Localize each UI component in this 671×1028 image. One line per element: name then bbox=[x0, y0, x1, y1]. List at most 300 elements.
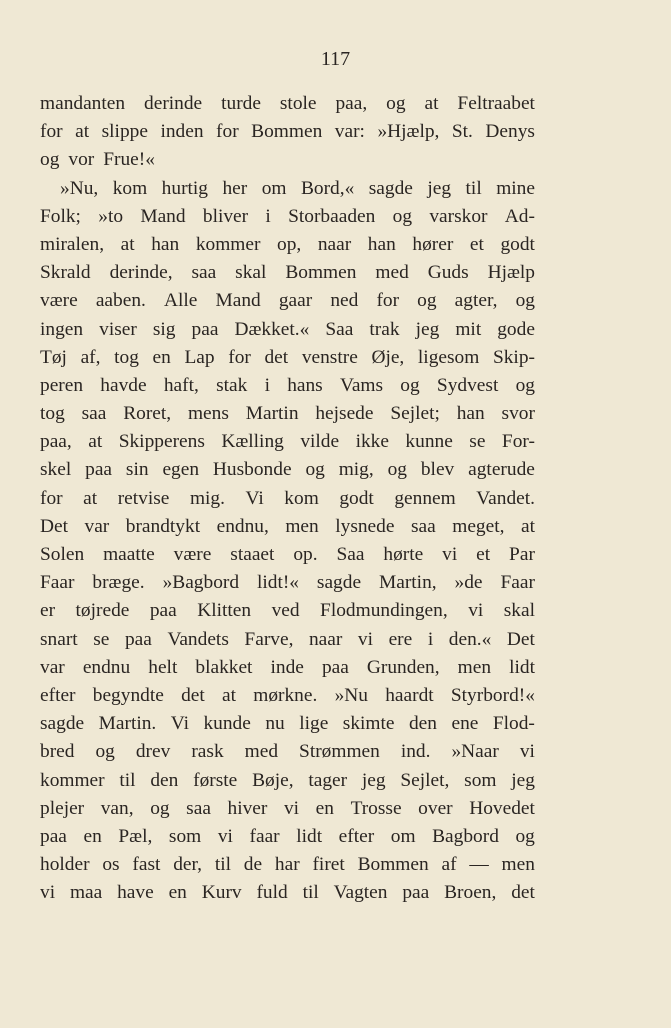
word: Grunden, bbox=[366, 656, 440, 678]
word: Alle bbox=[163, 290, 198, 312]
word: Mand bbox=[215, 290, 261, 312]
word: her bbox=[222, 177, 248, 199]
word: at bbox=[424, 93, 439, 114]
word: Sejlet, bbox=[400, 769, 450, 791]
word: der, bbox=[173, 854, 203, 876]
word: til bbox=[214, 854, 231, 876]
word: naar bbox=[308, 628, 343, 650]
word: skal bbox=[503, 600, 535, 622]
word: han bbox=[456, 403, 485, 425]
word: stak bbox=[216, 374, 248, 396]
word: og bbox=[95, 741, 115, 763]
word: sagde bbox=[40, 713, 85, 735]
word: ligesom bbox=[417, 346, 480, 368]
word: skel bbox=[40, 459, 72, 481]
word: om bbox=[261, 177, 287, 199]
word: at bbox=[520, 515, 535, 537]
word: stole bbox=[279, 93, 317, 114]
word: St. bbox=[451, 121, 473, 143]
word: »to bbox=[98, 205, 124, 227]
word: plejer bbox=[40, 797, 85, 819]
word: lidt bbox=[509, 656, 535, 678]
word: hejsede bbox=[315, 403, 374, 425]
word: Saa bbox=[336, 544, 365, 565]
word: Husbonde bbox=[212, 459, 292, 481]
word: og bbox=[386, 93, 406, 114]
word: haft, bbox=[163, 374, 199, 396]
body-text bbox=[40, 90, 535, 907]
word: han bbox=[367, 233, 396, 255]
word: det bbox=[264, 346, 289, 368]
word: og bbox=[515, 825, 535, 847]
word: vi bbox=[357, 628, 374, 650]
text-line bbox=[40, 597, 535, 625]
word: for bbox=[376, 290, 400, 312]
word: vor bbox=[68, 149, 95, 171]
word: staaet bbox=[230, 544, 275, 565]
word: retvise bbox=[117, 487, 170, 509]
word: Storbaaden bbox=[288, 205, 376, 227]
word: Denys bbox=[485, 121, 535, 143]
word: Pæl, bbox=[118, 825, 153, 847]
word: han bbox=[151, 233, 180, 255]
word: være bbox=[173, 544, 212, 565]
word: til bbox=[119, 769, 136, 791]
word: inden bbox=[160, 121, 204, 143]
text-line bbox=[40, 823, 535, 851]
word: mig, bbox=[338, 459, 374, 481]
word: kunde bbox=[203, 713, 251, 735]
word: Bommen bbox=[357, 854, 429, 876]
word: saa bbox=[81, 403, 107, 425]
word: har bbox=[274, 854, 300, 876]
text-line bbox=[40, 175, 535, 203]
word: mit bbox=[455, 318, 482, 340]
word: Vams bbox=[339, 374, 384, 396]
word: Styrbord!« bbox=[450, 684, 535, 706]
word: af, bbox=[80, 346, 101, 368]
word: paa, bbox=[335, 93, 368, 114]
word: Guds bbox=[427, 262, 469, 284]
word: var bbox=[40, 656, 65, 678]
word: paa, bbox=[40, 431, 72, 453]
word: sagde bbox=[368, 177, 413, 199]
word: som bbox=[464, 769, 497, 791]
word: et bbox=[476, 544, 491, 565]
word: er bbox=[40, 600, 56, 622]
word: agterude bbox=[468, 459, 535, 481]
word: tager bbox=[308, 769, 348, 791]
word: Saa bbox=[325, 318, 354, 340]
word: Sydvest bbox=[436, 374, 499, 396]
word: lidt bbox=[296, 825, 323, 847]
word: »Nu, bbox=[60, 177, 99, 199]
word: jeg bbox=[361, 769, 386, 791]
word: paa bbox=[191, 318, 219, 340]
word: inde bbox=[270, 656, 304, 678]
word: skal bbox=[235, 262, 267, 284]
word: se bbox=[93, 628, 110, 650]
word: se bbox=[469, 431, 486, 453]
word: For- bbox=[501, 431, 535, 453]
word: Hjælp bbox=[487, 262, 535, 284]
word: det bbox=[511, 882, 535, 904]
text-line bbox=[40, 344, 535, 372]
text-line bbox=[40, 231, 535, 259]
word: at bbox=[88, 431, 103, 453]
word: at bbox=[222, 684, 236, 706]
word: derinde bbox=[144, 93, 203, 114]
word: Øje, bbox=[371, 346, 405, 368]
word: efter bbox=[40, 684, 76, 706]
word: aaben. bbox=[95, 290, 146, 312]
word: os bbox=[102, 854, 120, 876]
word: saa bbox=[410, 515, 436, 537]
word: de bbox=[243, 854, 263, 876]
word: firet bbox=[312, 854, 345, 876]
word: viser bbox=[99, 318, 137, 340]
word: godt bbox=[339, 487, 374, 509]
word: og bbox=[387, 459, 407, 481]
word: Bommen bbox=[285, 262, 357, 284]
word: det bbox=[181, 684, 205, 706]
text-line bbox=[40, 569, 535, 597]
word: Folk; bbox=[40, 205, 81, 227]
word: Farve, bbox=[244, 628, 294, 650]
word: Klitten bbox=[197, 600, 252, 622]
word: hurtig bbox=[161, 177, 208, 199]
word: rask bbox=[191, 741, 224, 763]
word: hører bbox=[412, 233, 454, 255]
word: kommer bbox=[195, 233, 261, 255]
text-line bbox=[40, 682, 535, 710]
word: en bbox=[168, 882, 187, 904]
word: Mand bbox=[140, 205, 186, 227]
word: ned bbox=[330, 290, 359, 312]
word: blakket bbox=[195, 656, 253, 678]
word: faar bbox=[249, 825, 280, 847]
page-number: 117 bbox=[320, 48, 351, 70]
text-line bbox=[40, 626, 535, 654]
word: saa bbox=[186, 797, 211, 819]
word: kommer bbox=[40, 769, 105, 791]
word: Vandets bbox=[167, 628, 229, 650]
word: og bbox=[150, 797, 170, 819]
word: Martin bbox=[245, 403, 299, 425]
word: gode bbox=[497, 318, 535, 340]
word: kunne bbox=[405, 431, 453, 453]
word: sig bbox=[152, 318, 176, 340]
word: van, bbox=[100, 797, 134, 819]
word: Strømmen bbox=[299, 741, 380, 763]
word: den bbox=[150, 769, 179, 791]
text-line bbox=[40, 259, 535, 287]
word: Trosse bbox=[350, 797, 402, 819]
word: saa bbox=[191, 262, 217, 284]
word: være bbox=[40, 290, 78, 312]
word: Skrald bbox=[40, 262, 91, 284]
word: trak bbox=[369, 318, 400, 340]
word: vi bbox=[442, 544, 458, 565]
word: i bbox=[264, 374, 270, 396]
word: gennem bbox=[394, 487, 456, 509]
word: ene bbox=[451, 713, 479, 735]
word: Martin, bbox=[378, 572, 437, 594]
word: drev bbox=[135, 741, 171, 763]
word: vi bbox=[468, 600, 484, 622]
word: og bbox=[400, 374, 420, 396]
word: den bbox=[408, 713, 437, 735]
word: op. bbox=[293, 544, 318, 565]
word: mine bbox=[496, 177, 535, 199]
text-line bbox=[40, 767, 535, 795]
text-line bbox=[40, 851, 535, 879]
word: Vi bbox=[245, 487, 264, 509]
text-line bbox=[40, 795, 535, 823]
text-line bbox=[40, 316, 535, 344]
word: og bbox=[40, 149, 60, 171]
word: »Naar bbox=[451, 741, 499, 763]
word: vilde bbox=[300, 431, 340, 453]
word: op, bbox=[277, 233, 302, 255]
word: miralen, bbox=[40, 233, 105, 255]
word: Skipperens bbox=[118, 431, 205, 453]
word: Bagbord bbox=[432, 825, 499, 847]
word: jeg bbox=[511, 769, 535, 791]
word: paa bbox=[40, 825, 67, 847]
text-line bbox=[40, 710, 535, 738]
word: Det bbox=[506, 628, 535, 650]
word: fast bbox=[132, 854, 161, 876]
word: og bbox=[392, 205, 413, 227]
word: lige bbox=[299, 713, 329, 735]
word: »Bagbord bbox=[162, 572, 240, 594]
word: et bbox=[469, 233, 484, 255]
word: af bbox=[441, 854, 457, 876]
word: »Hjælp, bbox=[377, 121, 440, 143]
word: bliver bbox=[202, 205, 249, 227]
word: Dækket.« bbox=[234, 318, 310, 340]
word: en bbox=[152, 346, 171, 368]
word: Bommen bbox=[251, 121, 323, 143]
word: Flod- bbox=[492, 713, 535, 735]
word: Vandet. bbox=[476, 487, 535, 509]
word: Kurv bbox=[201, 882, 242, 904]
word: maatte bbox=[103, 544, 155, 565]
text-line bbox=[40, 146, 535, 174]
word: bred bbox=[40, 741, 75, 763]
word: Bord,« bbox=[300, 177, 355, 199]
word: »Nu bbox=[334, 684, 368, 706]
word: var: bbox=[334, 121, 365, 143]
word: ere bbox=[388, 628, 413, 650]
word: en bbox=[315, 797, 334, 819]
word: første bbox=[193, 769, 238, 791]
word: Flodmundingen, bbox=[320, 600, 448, 622]
word: i bbox=[427, 628, 434, 650]
text-line bbox=[40, 879, 535, 907]
word: ikke bbox=[355, 431, 389, 453]
word: og bbox=[417, 290, 437, 312]
word: men bbox=[285, 515, 319, 537]
word: men bbox=[457, 656, 492, 678]
word: at bbox=[83, 487, 98, 509]
word: sagde bbox=[316, 572, 362, 594]
word: Faar bbox=[40, 572, 75, 594]
word: have bbox=[117, 882, 154, 904]
word: for bbox=[40, 121, 63, 143]
word: og bbox=[515, 290, 535, 312]
word: Faar bbox=[500, 572, 535, 594]
word: ingen bbox=[40, 318, 84, 340]
word: agter, bbox=[454, 290, 498, 312]
word: turde bbox=[221, 93, 261, 114]
text-line bbox=[40, 203, 535, 231]
word: godt bbox=[500, 233, 535, 255]
word: mens bbox=[187, 403, 229, 425]
word: Broen, bbox=[444, 882, 497, 904]
word: mig. bbox=[189, 487, 225, 509]
text-line bbox=[40, 456, 535, 484]
word: Hovedet bbox=[469, 797, 535, 819]
word: Frue!« bbox=[103, 149, 155, 171]
text-line bbox=[40, 287, 535, 315]
word: endnu bbox=[82, 656, 131, 678]
word: en bbox=[83, 825, 102, 847]
word: helt bbox=[148, 656, 178, 678]
word: fuld bbox=[256, 882, 288, 904]
word: at bbox=[75, 121, 90, 143]
word: til bbox=[302, 882, 319, 904]
word: paa bbox=[402, 882, 430, 904]
word: snart bbox=[40, 628, 78, 650]
text-line bbox=[40, 485, 535, 513]
word: ved bbox=[271, 600, 300, 622]
word: »de bbox=[454, 572, 483, 594]
word: paa bbox=[85, 459, 113, 481]
word: Vagten bbox=[333, 882, 388, 904]
word: ind. bbox=[400, 741, 431, 763]
word: Sejlet; bbox=[390, 403, 440, 425]
word: maa bbox=[69, 882, 103, 904]
word: med bbox=[375, 262, 409, 284]
word: mørkne. bbox=[253, 684, 318, 706]
word: Par bbox=[509, 544, 535, 565]
word: vi bbox=[283, 797, 300, 819]
word: Ad- bbox=[504, 205, 535, 227]
word: blev bbox=[420, 459, 455, 481]
word: jeg bbox=[427, 177, 452, 199]
text-line bbox=[40, 654, 535, 682]
text-line bbox=[40, 90, 535, 118]
word: Lap bbox=[184, 346, 215, 368]
word: holder bbox=[40, 854, 90, 876]
word: Kælling bbox=[221, 431, 284, 453]
word: i bbox=[265, 205, 271, 227]
word: begyndte bbox=[92, 684, 164, 706]
word: Det bbox=[40, 515, 68, 537]
word: tog bbox=[114, 346, 139, 368]
word: hans bbox=[287, 374, 323, 396]
word: Bøje, bbox=[252, 769, 294, 791]
word: skimte bbox=[342, 713, 395, 735]
word: til bbox=[465, 177, 482, 199]
word: over bbox=[418, 797, 453, 819]
word: mandanten bbox=[40, 93, 126, 114]
word: for bbox=[40, 487, 63, 509]
word: vi bbox=[217, 825, 233, 847]
word: for bbox=[228, 346, 251, 368]
word: vi bbox=[40, 882, 56, 904]
word: gaar bbox=[278, 290, 313, 312]
text-line bbox=[40, 428, 535, 456]
word: paa bbox=[321, 656, 349, 678]
word: haardt bbox=[385, 684, 434, 706]
word: Tøj bbox=[40, 346, 67, 368]
word: hiver bbox=[227, 797, 268, 819]
word: slippe bbox=[101, 121, 148, 143]
word: brandtykt bbox=[125, 515, 201, 537]
word: endnu, bbox=[216, 515, 269, 537]
word: egen bbox=[162, 459, 200, 481]
text-line bbox=[40, 372, 535, 400]
text-line bbox=[40, 513, 535, 541]
word: at bbox=[120, 233, 135, 255]
word: var bbox=[84, 515, 110, 537]
word: sin bbox=[125, 459, 149, 481]
word: og bbox=[305, 459, 325, 481]
word: som bbox=[168, 825, 202, 847]
word: Martin. bbox=[98, 713, 157, 735]
word: derinde, bbox=[109, 262, 173, 284]
word: jeg bbox=[415, 318, 440, 340]
word: venstre bbox=[301, 346, 358, 368]
word: Solen bbox=[40, 544, 85, 565]
word: peren bbox=[40, 374, 84, 396]
word: paa bbox=[124, 628, 152, 650]
word: hørte bbox=[383, 544, 424, 565]
word: havde bbox=[100, 374, 147, 396]
word: men bbox=[501, 854, 535, 876]
word: svor bbox=[501, 403, 535, 425]
word: og bbox=[515, 374, 535, 396]
text-line bbox=[40, 118, 535, 146]
word: Vi bbox=[170, 713, 189, 735]
word: den.« bbox=[448, 628, 492, 650]
word: Roret, bbox=[123, 403, 172, 425]
word: Feltraabet bbox=[457, 93, 535, 114]
text-line bbox=[40, 738, 535, 766]
word: vi bbox=[519, 741, 535, 763]
word: med bbox=[244, 741, 279, 763]
word: efter bbox=[338, 825, 375, 847]
word: kom bbox=[284, 487, 319, 509]
word: tøjrede bbox=[75, 600, 130, 622]
text-line bbox=[40, 541, 535, 569]
text-line bbox=[40, 400, 535, 428]
word: bræge. bbox=[92, 572, 145, 594]
word: — bbox=[469, 854, 489, 876]
word: lidt!« bbox=[256, 572, 299, 594]
word: paa bbox=[149, 600, 177, 622]
word: Skip- bbox=[492, 346, 535, 368]
word: kom bbox=[112, 177, 148, 199]
word: naar bbox=[317, 233, 352, 255]
word: tog bbox=[40, 403, 65, 425]
word: om bbox=[390, 825, 416, 847]
word: varskor bbox=[429, 205, 488, 227]
word: nu bbox=[265, 713, 285, 735]
